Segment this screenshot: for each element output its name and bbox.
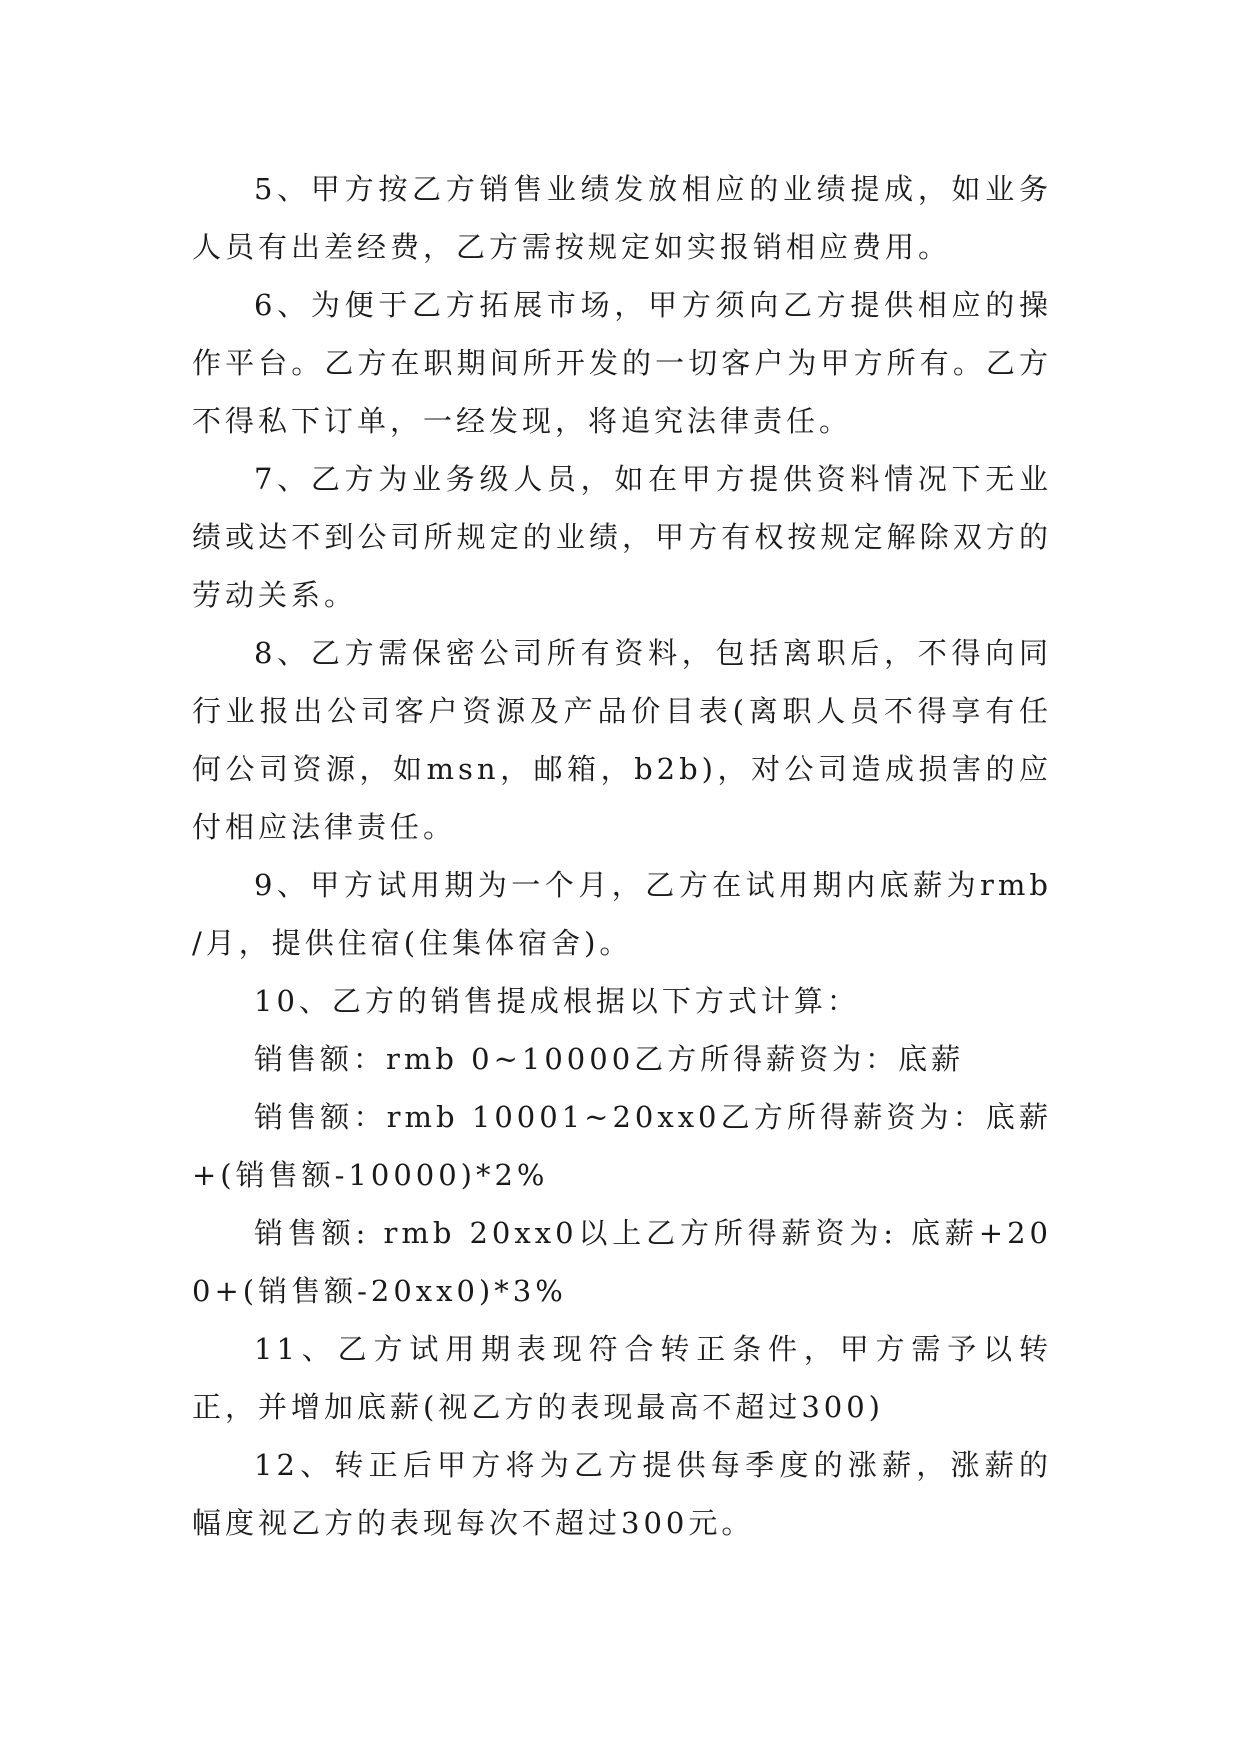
clause-6: 6、为便于乙方拓展市场，甲方须向乙方提供相应的操作平台。乙方在职期间所开发的一切客户为甲方所有。乙方不得私下订单，一经发现，将追究法律责任。 xyxy=(192,288,1052,438)
clause-5: 5、甲方按乙方销售业绩发放相应的业绩提成，如业务人员有出差经费，乙方需按规定如实报销相应费用。 xyxy=(192,172,1052,264)
commission-tier-1: 销售额：rmb 0~10000乙方所得薪资为：底薪 xyxy=(254,1042,965,1076)
clause-10: 10、乙方的销售提成根据以下方式计算： xyxy=(254,984,860,1018)
clause-7: 7、乙方为业务级人员，如在甲方提供资料情况下无业绩或达不到公司所规定的业绩，甲方有权按规定解除双方的劳动关系。 xyxy=(192,462,1052,612)
document-body xyxy=(192,160,1052,1552)
commission-tier-3: 销售额: rmb 20xx0以上乙方所得薪资为: 底薪+200+(销售额-20xx0)*3% xyxy=(192,1216,1052,1308)
clause-9: 9、甲方试用期为一个月，乙方在试用期内底薪为rmb /月，提供住宿(住集体宿舍)。 xyxy=(192,868,1052,960)
clause-8: 8、乙方需保密公司所有资料，包括离职后，不得向同行业报出公司客户资源及产品价目表(离职人员不得享有任何公司资源，如msn，邮箱，b2b)，对公司造成损害的应付相应法律责任。 xyxy=(192,636,1052,844)
commission-tier-2: 销售额：rmb 10001~20xx0乙方所得薪资为：底薪+(销售额-10000)*2% xyxy=(192,1100,1052,1192)
clause-11: 11、乙方试用期表现符合转正条件，甲方需予以转正，并增加底薪(视乙方的表现最高不超过300) xyxy=(192,1332,1052,1424)
clause-12: 12、转正后甲方将为乙方提供每季度的涨薪，涨薪的幅度视乙方的表现每次不超过300元。 xyxy=(192,1448,1052,1540)
